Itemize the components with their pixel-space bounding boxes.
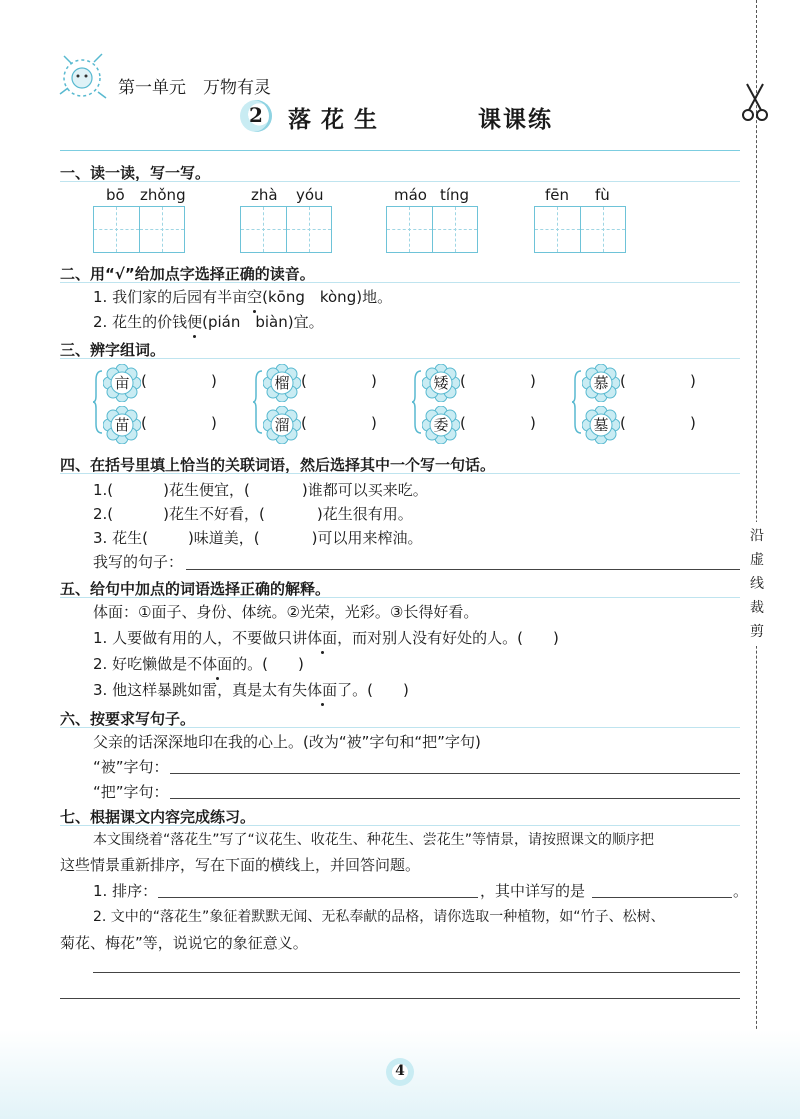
brace-icon xyxy=(93,370,103,434)
unit-title: 第一单元 万物有灵 xyxy=(118,78,271,98)
s7-paragraph-1a: 本文围绕着“落花生”写了“议花生、收花生、种花生、尝花生”等情景，请按照课文的顺序把 xyxy=(93,832,655,848)
section-2-title: 二、用“√”给加点字选择正确的读音。 xyxy=(60,265,315,283)
flower-char-icon: 矮 xyxy=(422,364,460,402)
s5-question-2: 2. 好吃懒做是不体面的。( ) xyxy=(93,655,304,673)
lesson-type-label: 课课练 xyxy=(478,107,553,133)
pinyin-4b: fù xyxy=(595,186,610,204)
flower-char-icon: 委 xyxy=(422,406,460,444)
section-6-divider xyxy=(60,727,740,728)
pinyin-2a: zhà xyxy=(251,186,278,204)
section-2-divider xyxy=(60,282,740,283)
write-sentence-line[interactable] xyxy=(186,569,740,570)
definition-text: 体面：①面子、身份、体统。②光荣，光彩。③长得好看。 xyxy=(93,603,479,621)
s2-question-2: 2. 花生的价钱便(pián biàn)宜。 xyxy=(93,313,324,331)
ba-label: “把”字句： xyxy=(93,783,169,801)
s4-line-3: 3. 花生( )味道美，( )可以用来榨油。 xyxy=(93,529,423,547)
s7-question-2b: 菊花、梅花”等，说说它的象征意义。 xyxy=(60,934,308,952)
section-7-title: 七、根据课文内容完成练习。 xyxy=(60,808,256,826)
s5-question-1: 1. 人要做有用的人，不要做只讲体面，而对别人没有好处的人。( ) xyxy=(93,629,559,647)
section-1-divider xyxy=(60,181,740,182)
writing-grid-4[interactable] xyxy=(534,206,626,253)
ba-answer-line[interactable] xyxy=(170,798,740,799)
flower-char-icon: 墓 xyxy=(582,406,620,444)
pinyin-1a: bō xyxy=(106,186,125,204)
section-3-divider xyxy=(60,358,740,359)
bei-label: “被”字句： xyxy=(93,758,169,776)
brace-icon xyxy=(412,370,422,434)
original-sentence: 父亲的话深深地印在我的心上。(改为“被”字句和“把”字句) xyxy=(93,733,481,751)
s4-line-2: 2.( )花生不好看，( )花生很有用。 xyxy=(93,505,413,523)
s2-question-1: 1. 我们家的后园有半亩空(kōng kòng)地。 xyxy=(93,288,393,306)
section-3-title: 三、辨字组词。 xyxy=(60,341,166,359)
char-pair-1: 亩 ( ) 苗 ( ) xyxy=(93,360,233,440)
brace-icon xyxy=(572,370,582,434)
answer-line-2[interactable] xyxy=(60,998,740,999)
writing-grid-1[interactable] xyxy=(93,206,185,253)
answer-line-1[interactable] xyxy=(93,972,740,973)
write-sentence-label: 我写的句子： xyxy=(93,553,184,571)
flower-char-icon: 苗 xyxy=(103,406,141,444)
pinyin-1b: zhǒng xyxy=(140,186,186,204)
scissors-icon xyxy=(741,82,769,122)
s5-question-3: 3. 他这样暴跳如雷，真是太有失体面了。( ) xyxy=(93,681,409,699)
section-1-title: 一、读一读，写一写。 xyxy=(60,164,211,182)
dandelion-logo-icon xyxy=(52,48,114,108)
page-number-badge: 4 xyxy=(386,1058,414,1086)
pinyin-3b: tíng xyxy=(440,186,470,204)
flower-char-icon: 溜 xyxy=(263,406,301,444)
s4-line-1: 1.( )花生便宜，( )谁都可以买来吃。 xyxy=(93,481,428,499)
flower-char-icon: 慕 xyxy=(582,364,620,402)
section-6-title: 六、按要求写句子。 xyxy=(60,710,196,728)
bei-answer-line[interactable] xyxy=(170,773,740,774)
detailed-answer-line[interactable] xyxy=(592,897,732,898)
cut-instruction: 沿 虚 线 裁 剪 xyxy=(746,522,768,646)
pinyin-4a: fēn xyxy=(545,186,570,204)
header-divider xyxy=(60,150,740,151)
dotted-char: 便 xyxy=(187,313,203,331)
char-pair-4: 慕 ( ) 墓 ( ) xyxy=(572,360,712,440)
section-4-title: 四、在括号里填上恰当的关联词语，然后选择其中一个写一句话。 xyxy=(60,456,496,474)
char-pair-2: 榴 ( ) 溜 ( ) xyxy=(253,360,393,440)
flower-char-icon: 亩 xyxy=(103,364,141,402)
dotted-char: 空 xyxy=(247,288,263,306)
detailed-label: ，其中详写的是 xyxy=(480,882,586,900)
section-4-divider xyxy=(60,473,740,474)
s7-paragraph-1b: 这些情景重新排序，写在下面的横线上，并回答问题。 xyxy=(60,856,421,874)
s7-question-2a: 2. 文中的“落花生”象征着默默无闻、无私奉献的品格，请你选取一种植物，如“竹子、松树、 xyxy=(93,909,665,925)
pinyin-2b: yóu xyxy=(296,186,324,204)
section-5-title: 五、给句中加点的词语选择正确的解释。 xyxy=(60,580,331,598)
order-answer-line[interactable] xyxy=(158,897,478,898)
pinyin-3a: máo xyxy=(394,186,427,204)
writing-grid-3[interactable] xyxy=(386,206,478,253)
period: 。 xyxy=(733,882,749,900)
section-7-divider xyxy=(60,825,740,826)
brace-icon xyxy=(253,370,263,434)
flower-char-icon: 榴 xyxy=(263,364,301,402)
order-label: 1. 排序： xyxy=(93,882,158,900)
lesson-title: 落花生 xyxy=(288,107,387,133)
char-pair-3: 矮 ( ) 委 ( ) xyxy=(412,360,552,440)
writing-grid-2[interactable] xyxy=(240,206,332,253)
lesson-number-badge: 2 xyxy=(240,100,272,132)
section-5-divider xyxy=(60,597,740,598)
